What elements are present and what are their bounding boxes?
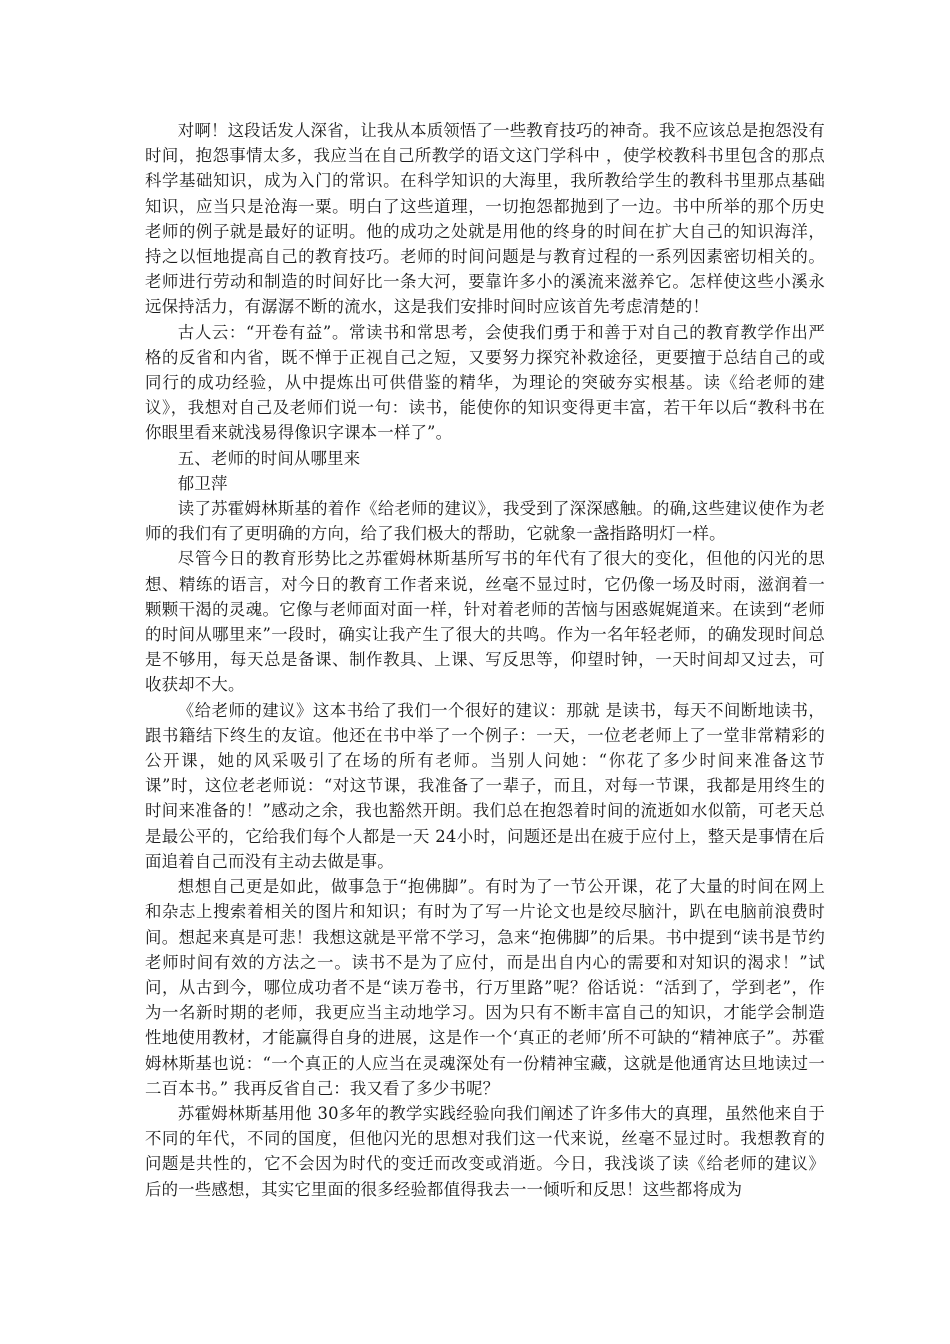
document-page	[145, 118, 825, 1202]
section-title: 五、老师的时间从哪里来	[177, 448, 361, 468]
body-paragraph-5: 苏霍姆林斯基用他 30多年的教学实践经验向我们阐述了许多伟大的真理，虽然他来自于不同的年代，不同的国度，但他闪光的思想对我们这一代来说，丝毫不显过时。我想教育的问题是共性的，它不会因为时代的变迁而改变或消逝。今日，我浅谈了读《给老师的建议》后的一些感想，其实它里面的很多经验都值得我去一一倾听和反思！这些都将成为	[145, 1103, 825, 1199]
paragraph-1: 对啊！这段话发人深省，让我从本质领悟了一些教育技巧的神奇。我不应该总是抱怨没有时间，抱怨事情太多，我应当在自己所教学的语文这门学科中 ，使学校教科书里包含的那点科学基础知识，成为入门的常识。在科学知识的大海里，我所教给学生的教科书里那点基础知识，应当只是沧海一粟。明白了这些道理，一切抱怨都抛到了一边。书中所举的那个历史老师的例子就是最好的证明。他的成功之处就是用他的终身的时间在扩大自己的知识海洋，持之以恒地提高自己的教育技巧。老师的时间问题是与教育过程的一系列因素密切相关的。老师进行劳动和制造的时间好比一条大河，要靠许多小的溪流来滋养它。怎样使这些小溪永远保持活力，有潺潺不断的流水，这是我们安排时间时应该首先考虑清楚的！	[145, 121, 825, 317]
paragraph-2: 古人云：“开卷有益”。常读书和常思考，会使我们勇于和善于对自己的教育教学作出严格的反省和内省，既不惮于正视自己之短，又要努力探究补救途径，更要擅于总结自己的或同行的成功经验，从中提炼出可供借鉴的精华，为理论的突破夯实根基。读《给老师的建议》，我想对自己及老师们说一句：读书，能使你的知识变得更丰富，若干年以后“教科书在你眼里看来就浅易得像识字课本一样了”。	[145, 322, 825, 443]
body-paragraph-4: 想想自己更是如此，做事急于“抱佛脚”。有时为了一节公开课，花了大量的时间在网上和杂志上搜索着相关的图片和知识；有时为了写一片论文也是绞尽脑汁，趴在电脑前浪费时间。想起来真是可悲！我想这就是平常不学习，急来“抱佛脚”的后果。书中提到“读书是节约老师时间有效的方法之一。读书不是为了应付，而是出自内心的需要和对知识的渴求！”试问，从古到今，哪位成功者不是“读万卷书，行万里路”呢？俗话说：“活到了，学到老”，作为一名新时期的老师，我更应当主动地学习。因为只有不断丰富自己的知识，才能学会制造性地使用教材，才能赢得自身的进展，这是作一个‘真正的老师’所不可缺的“精神底子”。苏霍姆林斯基也说：“一个真正的人应当在灵魂深处有一份精神宝藏，这就是他通宵达旦地读过一二百本书。” 我再反省自己：我又看了多少书呢？	[145, 877, 825, 1098]
body-paragraph-3: 《给老师的建议》这本书给了我们一个很好的建议：那就 是读书，每天不间断地读书，跟书籍结下终生的友谊。他还在书中举了一个例子：一天，一位老老师上了一堂非常精彩的公开课，她的风采吸引了在场的所有老师。当别人问她：“你花了多少时间来准备这节课”时，这位老老师说：“对这节课，我准备了一辈子，而且，对每一节课，我都是用终生的时间来准备的！”感动之余，我也豁然开朗。我们总在抱怨着时间的流逝如水似箭，可老天总是最公平的，它给我们每个人都是一天 24小时，问题还是出在疲于应付上，整天是事情在后面追着自己而没有主动去做是事。	[145, 700, 825, 871]
body-paragraph-1: 读了苏霍姆林斯基的着作《给老师的建议》，我受到了深深感触。的确,这些建议使作为老师的我们有了更明确的方向，给了我们极大的帮助，它就象一盏指路明灯一样。	[145, 499, 825, 544]
body-paragraph-2: 尽管今日的教育形势比之苏霍姆林斯基所写书的年代有了很大的变化，但他的闪光的思想、精练的语言，对今日的教育工作者来说，丝毫不显过时，它仍像一场及时雨，滋润着一颗颗干渴的灵魂。它像与老师面对面一样，针对着老师的苦恼与困惑娓娓道来。在读到“老师的时间从哪里来”一段时，确实让我产生了很大的共鸣。作为一名年轻老师，的确发现时间总是不够用，每天总是备课、制作教具、上课、写反思等，仰望时钟，一天时间却又过去，可收获却不大。	[145, 549, 825, 695]
author-name: 郁卫萍	[177, 473, 228, 493]
